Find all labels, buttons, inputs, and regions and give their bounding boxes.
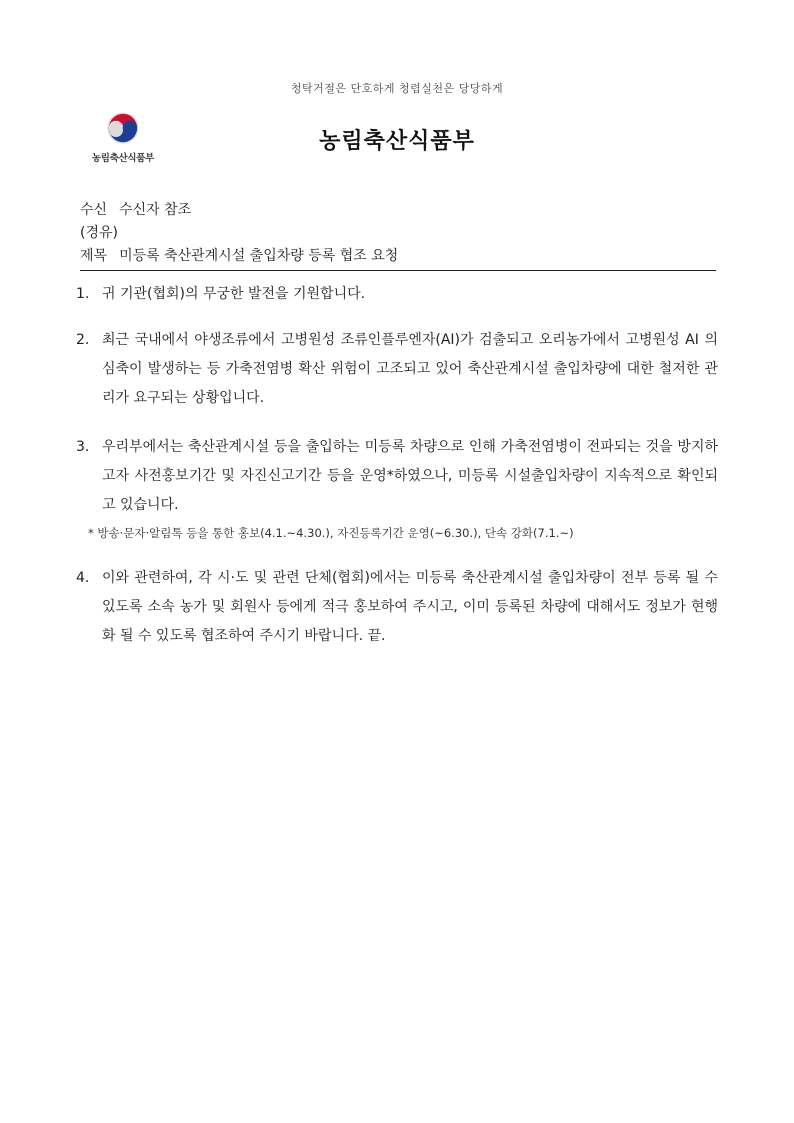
recipient-label: 수신 bbox=[80, 202, 108, 218]
subject-row bbox=[80, 245, 716, 271]
paragraph-4 bbox=[76, 564, 718, 651]
paragraph-number: 2. bbox=[76, 332, 90, 348]
paragraph-text: 귀 기관(협회)의 무궁한 발전을 기원합니다. bbox=[102, 286, 366, 302]
subject-label: 제목 bbox=[80, 248, 108, 264]
paragraph-number: 1. bbox=[76, 286, 90, 302]
ministry-title: 농림축산식품부 bbox=[319, 129, 475, 154]
recipient-row bbox=[80, 199, 716, 222]
footnote: * 방송·문자·알림톡 등을 통한 홍보(4.1.~4.30.), 자진등록기간 운영(~6.30.), 단속 강화(7.1.~) bbox=[88, 526, 574, 540]
paragraph-2 bbox=[76, 326, 718, 413]
paragraph-number: 3. bbox=[76, 439, 90, 455]
slogan: 청탁거절은 단호하게 청렴실천은 당당하게 bbox=[290, 82, 504, 95]
paragraph-3 bbox=[76, 433, 718, 520]
paragraph-text: 이와 관련하여, 각 시·도 및 관련 단체(협회)에서는 미등록 축산관계시설 출입차량이 전부 등록 될 수 있도록 소속 농가 및 회원사 등에게 적극 홍보하여 주시고, 이미 등록된 차량에 대해서도 정보가 현행화 될 수 있도록 협조하여 주시기 바랍니다. 끝. bbox=[102, 570, 718, 644]
logo-text: 농림축산식품부 bbox=[91, 153, 155, 164]
paragraph-text: 최근 국내에서 야생조류에서 고병원성 조류인플루엔자(AI)가 검출되고 오리농가에서 고병원성 AI 의심축이 발생하는 등 가축전염병 확산 위험이 고조되고 있어 축산관계시설 출입차량에 대한 철저한 관리가 요구되는 상황입니다. bbox=[102, 332, 718, 406]
document-header bbox=[80, 199, 716, 271]
via-label: (경유) bbox=[80, 225, 118, 241]
paragraph-number: 4. bbox=[76, 570, 90, 586]
via-row bbox=[80, 222, 716, 245]
recipient-value: 수신자 참조 bbox=[119, 202, 192, 218]
paragraph-text: 우리부에서는 축산관계시설 등을 출입하는 미등록 차량으로 인해 가축전염병이 전파되는 것을 방지하고자 사전홍보기간 및 자진신고기간 등을 운영*하였으나, 미등록 시설출입차량이 지속적으로 확인되고 있습니다. bbox=[102, 439, 718, 513]
paragraph-1 bbox=[76, 280, 718, 309]
subject-value: 미등록 축산관계시설 출입차량 등록 협조 요청 bbox=[119, 248, 399, 264]
